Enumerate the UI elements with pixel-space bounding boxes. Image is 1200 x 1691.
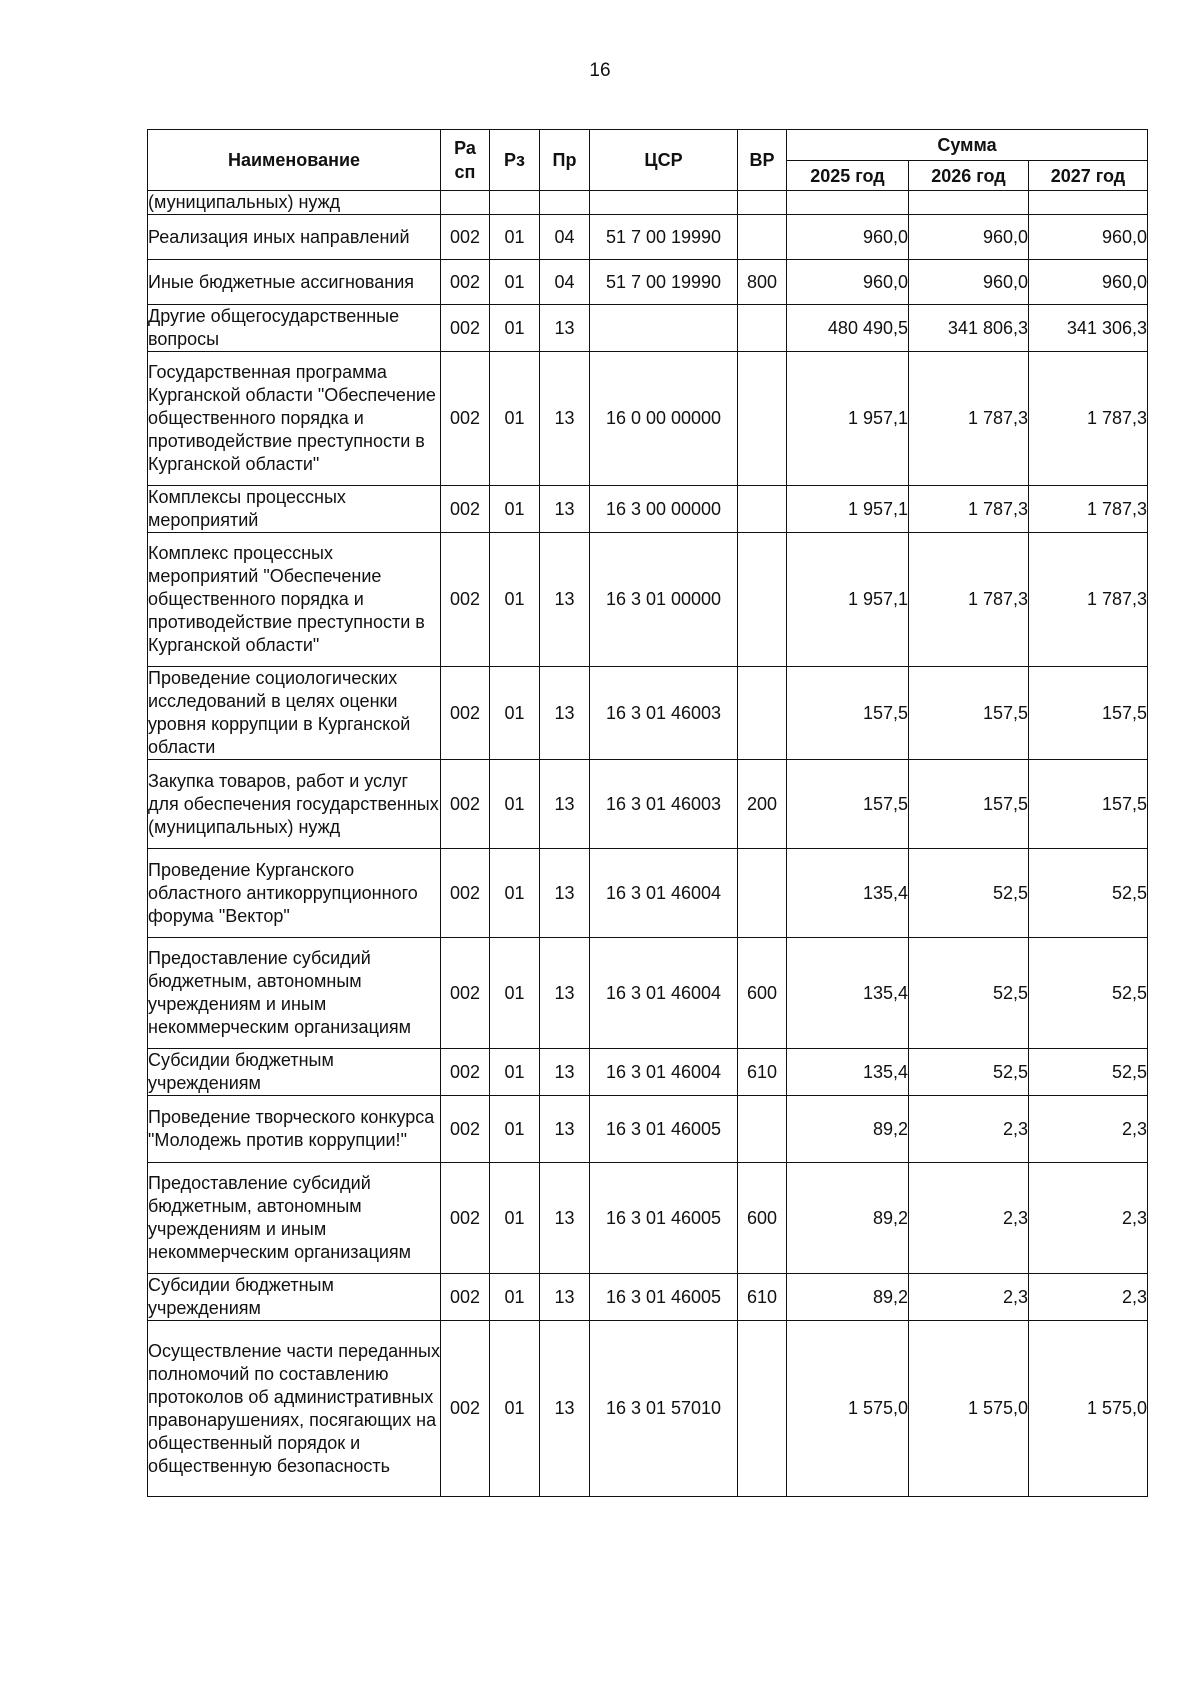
cell-csr: 16 3 01 46005: [590, 1096, 738, 1163]
cell-rz: 01: [490, 533, 540, 667]
cell-2025: 157,5: [787, 667, 909, 760]
cell-pr: 13: [540, 760, 590, 849]
cell-2027: 1 787,3: [1029, 486, 1148, 533]
table-row: [148, 486, 1148, 533]
header-rasp-line1: Ра: [454, 138, 476, 158]
cell-vr: 600: [738, 1163, 787, 1274]
cell-name: Осуществление части переданных полномочий по составлению протоколов об административных правонарушениях, посягающих на общественный порядок и общественную безопасность: [148, 1321, 441, 1497]
header-rasp: [441, 130, 490, 191]
cell-2026: 52,5: [909, 849, 1029, 938]
cell-csr: 16 3 01 46004: [590, 849, 738, 938]
cell-rz: 01: [490, 1163, 540, 1274]
table-row: [148, 760, 1148, 849]
cell-rz: 01: [490, 667, 540, 760]
cell-name: Субсидии бюджетным учреждениям: [148, 1049, 441, 1096]
cell-rasp: 002: [441, 667, 490, 760]
table-row: [148, 352, 1148, 486]
cell-rz: 01: [490, 305, 540, 352]
cell-pr: 13: [540, 1163, 590, 1274]
cell-vr: [738, 352, 787, 486]
cell-rasp: 002: [441, 1163, 490, 1274]
cell-name: (муниципальных) нужд: [148, 191, 441, 215]
cell-2025: 135,4: [787, 1049, 909, 1096]
cell-2027: [1029, 191, 1148, 215]
cell-2026: 2,3: [909, 1096, 1029, 1163]
cell-2027: 2,3: [1029, 1096, 1148, 1163]
cell-2025: 135,4: [787, 849, 909, 938]
cell-rasp: 002: [441, 760, 490, 849]
cell-2026: 52,5: [909, 1049, 1029, 1096]
cell-rz: 01: [490, 1274, 540, 1321]
table-row: [148, 260, 1148, 305]
cell-vr: [738, 305, 787, 352]
cell-2027: 1 575,0: [1029, 1321, 1148, 1497]
cell-rasp: 002: [441, 305, 490, 352]
header-2027: 2027 год: [1029, 161, 1148, 191]
cell-vr: 610: [738, 1049, 787, 1096]
cell-2027: 157,5: [1029, 760, 1148, 849]
cell-rasp: 002: [441, 533, 490, 667]
header-2026: 2026 год: [909, 161, 1029, 191]
cell-2025: 157,5: [787, 760, 909, 849]
cell-vr: 600: [738, 938, 787, 1049]
cell-name: Проведение творческого конкурса "Молодежь против коррупции!": [148, 1096, 441, 1163]
cell-pr: 13: [540, 1049, 590, 1096]
cell-rasp: 002: [441, 849, 490, 938]
table-row: [148, 938, 1148, 1049]
cell-rz: 01: [490, 1096, 540, 1163]
cell-2026: [909, 191, 1029, 215]
table-row: [148, 191, 1148, 215]
cell-csr: 16 3 01 46003: [590, 760, 738, 849]
cell-pr: 13: [540, 533, 590, 667]
cell-2027: 341 306,3: [1029, 305, 1148, 352]
cell-name: Предоставление субсидий бюджетным, автономным учреждениям и иным некоммерческим организациям: [148, 1163, 441, 1274]
cell-2026: 52,5: [909, 938, 1029, 1049]
table-row: [148, 1163, 1148, 1274]
cell-rz: 01: [490, 352, 540, 486]
cell-vr: [738, 667, 787, 760]
cell-csr: 51 7 00 19990: [590, 260, 738, 305]
header-pr: Пр: [540, 130, 590, 191]
cell-vr: [738, 1096, 787, 1163]
cell-rasp: 002: [441, 215, 490, 260]
cell-2026: 960,0: [909, 215, 1029, 260]
cell-name: Проведение социологических исследований в целях оценки уровня коррупции в Курганской области: [148, 667, 441, 760]
table-row: [148, 305, 1148, 352]
header-rasp-line2: сп: [454, 162, 476, 182]
header-csr: ЦСР: [590, 130, 738, 191]
cell-rz: 01: [490, 1321, 540, 1497]
cell-rasp: [441, 191, 490, 215]
table-row: [148, 1049, 1148, 1096]
table-header: [148, 130, 1148, 191]
cell-rz: 01: [490, 215, 540, 260]
cell-vr: [738, 1321, 787, 1497]
cell-csr: [590, 191, 738, 215]
cell-csr: 16 3 01 00000: [590, 533, 738, 667]
cell-csr: 16 3 00 00000: [590, 486, 738, 533]
cell-2026: 960,0: [909, 260, 1029, 305]
cell-rz: 01: [490, 760, 540, 849]
cell-2025: [787, 191, 909, 215]
cell-csr: 16 0 00 00000: [590, 352, 738, 486]
cell-pr: 13: [540, 486, 590, 533]
cell-pr: 13: [540, 305, 590, 352]
cell-rz: [490, 191, 540, 215]
cell-rz: 01: [490, 486, 540, 533]
cell-rz: 01: [490, 849, 540, 938]
cell-csr: 16 3 01 46005: [590, 1163, 738, 1274]
cell-2027: 52,5: [1029, 938, 1148, 1049]
cell-name: Субсидии бюджетным учреждениям: [148, 1274, 441, 1321]
cell-pr: 13: [540, 667, 590, 760]
cell-vr: 200: [738, 760, 787, 849]
cell-pr: 13: [540, 1274, 590, 1321]
cell-rasp: 002: [441, 260, 490, 305]
cell-2025: 960,0: [787, 260, 909, 305]
cell-csr: 16 3 01 46004: [590, 938, 738, 1049]
cell-2025: 89,2: [787, 1096, 909, 1163]
cell-pr: 13: [540, 849, 590, 938]
cell-pr: 13: [540, 1321, 590, 1497]
page-number: 16: [589, 60, 611, 81]
cell-rasp: 002: [441, 1049, 490, 1096]
cell-rasp: 002: [441, 938, 490, 1049]
cell-csr: 16 3 01 46004: [590, 1049, 738, 1096]
cell-vr: 610: [738, 1274, 787, 1321]
cell-2025: 135,4: [787, 938, 909, 1049]
cell-2025: 480 490,5: [787, 305, 909, 352]
cell-rz: 01: [490, 260, 540, 305]
cell-2026: 1 575,0: [909, 1321, 1029, 1497]
cell-2026: 2,3: [909, 1163, 1029, 1274]
cell-2027: 52,5: [1029, 1049, 1148, 1096]
budget-table: [147, 129, 1148, 1497]
cell-pr: 04: [540, 215, 590, 260]
cell-2025: 89,2: [787, 1274, 909, 1321]
cell-rasp: 002: [441, 1321, 490, 1497]
cell-rasp: 002: [441, 486, 490, 533]
header-2025: 2025 год: [787, 161, 909, 191]
table-row: [148, 1321, 1148, 1497]
cell-name: Иные бюджетные ассигнования: [148, 260, 441, 305]
cell-2027: 52,5: [1029, 849, 1148, 938]
header-sum: Сумма: [787, 130, 1148, 161]
cell-csr: 16 3 01 46003: [590, 667, 738, 760]
cell-csr: 16 3 01 57010: [590, 1321, 738, 1497]
cell-name: Проведение Курганского областного антикоррупционного форума "Вектор": [148, 849, 441, 938]
cell-2026: 1 787,3: [909, 533, 1029, 667]
cell-2025: 1 957,1: [787, 352, 909, 486]
header-rz: Рз: [490, 130, 540, 191]
cell-2027: 2,3: [1029, 1163, 1148, 1274]
cell-vr: [738, 191, 787, 215]
header-vr: ВР: [738, 130, 787, 191]
cell-2025: 960,0: [787, 215, 909, 260]
cell-vr: [738, 849, 787, 938]
cell-rasp: 002: [441, 1096, 490, 1163]
cell-vr: [738, 486, 787, 533]
cell-2026: 1 787,3: [909, 486, 1029, 533]
cell-pr: [540, 191, 590, 215]
cell-2025: 89,2: [787, 1163, 909, 1274]
cell-2026: 157,5: [909, 667, 1029, 760]
cell-rasp: 002: [441, 352, 490, 486]
cell-pr: 13: [540, 938, 590, 1049]
cell-2027: 960,0: [1029, 215, 1148, 260]
cell-2026: 2,3: [909, 1274, 1029, 1321]
table-row: [148, 849, 1148, 938]
cell-vr: [738, 215, 787, 260]
cell-name: Государственная программа Курганской области "Обеспечение общественного порядка и противодействие преступности в Курганской области": [148, 352, 441, 486]
cell-2026: 1 787,3: [909, 352, 1029, 486]
cell-pr: 13: [540, 352, 590, 486]
table-row: [148, 533, 1148, 667]
table-row: [148, 1274, 1148, 1321]
cell-name: Комплекс процессных мероприятий "Обеспечение общественного порядка и противодействие преступности в Курганской области": [148, 533, 441, 667]
cell-rz: 01: [490, 1049, 540, 1096]
cell-2027: 1 787,3: [1029, 533, 1148, 667]
table-body: [148, 191, 1148, 1497]
cell-2025: 1 957,1: [787, 486, 909, 533]
cell-name: Предоставление субсидий бюджетным, автономным учреждениям и иным некоммерческим организациям: [148, 938, 441, 1049]
cell-csr: 51 7 00 19990: [590, 215, 738, 260]
cell-csr: 16 3 01 46005: [590, 1274, 738, 1321]
cell-rasp: 002: [441, 1274, 490, 1321]
cell-2027: 157,5: [1029, 667, 1148, 760]
cell-name: Другие общегосударственные вопросы: [148, 305, 441, 352]
cell-pr: 04: [540, 260, 590, 305]
cell-name: Реализация иных направлений: [148, 215, 441, 260]
cell-2025: 1 957,1: [787, 533, 909, 667]
cell-2026: 157,5: [909, 760, 1029, 849]
cell-name: Комплексы процессных мероприятий: [148, 486, 441, 533]
cell-2027: 2,3: [1029, 1274, 1148, 1321]
cell-2027: 1 787,3: [1029, 352, 1148, 486]
table-row: [148, 215, 1148, 260]
table-row: [148, 667, 1148, 760]
cell-2027: 960,0: [1029, 260, 1148, 305]
cell-csr: [590, 305, 738, 352]
cell-rz: 01: [490, 938, 540, 1049]
cell-name: Закупка товаров, работ и услуг для обеспечения государственных (муниципальных) нужд: [148, 760, 441, 849]
cell-vr: [738, 533, 787, 667]
header-name: Наименование: [148, 130, 441, 191]
cell-vr: 800: [738, 260, 787, 305]
cell-pr: 13: [540, 1096, 590, 1163]
cell-2025: 1 575,0: [787, 1321, 909, 1497]
cell-2026: 341 806,3: [909, 305, 1029, 352]
table-row: [148, 1096, 1148, 1163]
